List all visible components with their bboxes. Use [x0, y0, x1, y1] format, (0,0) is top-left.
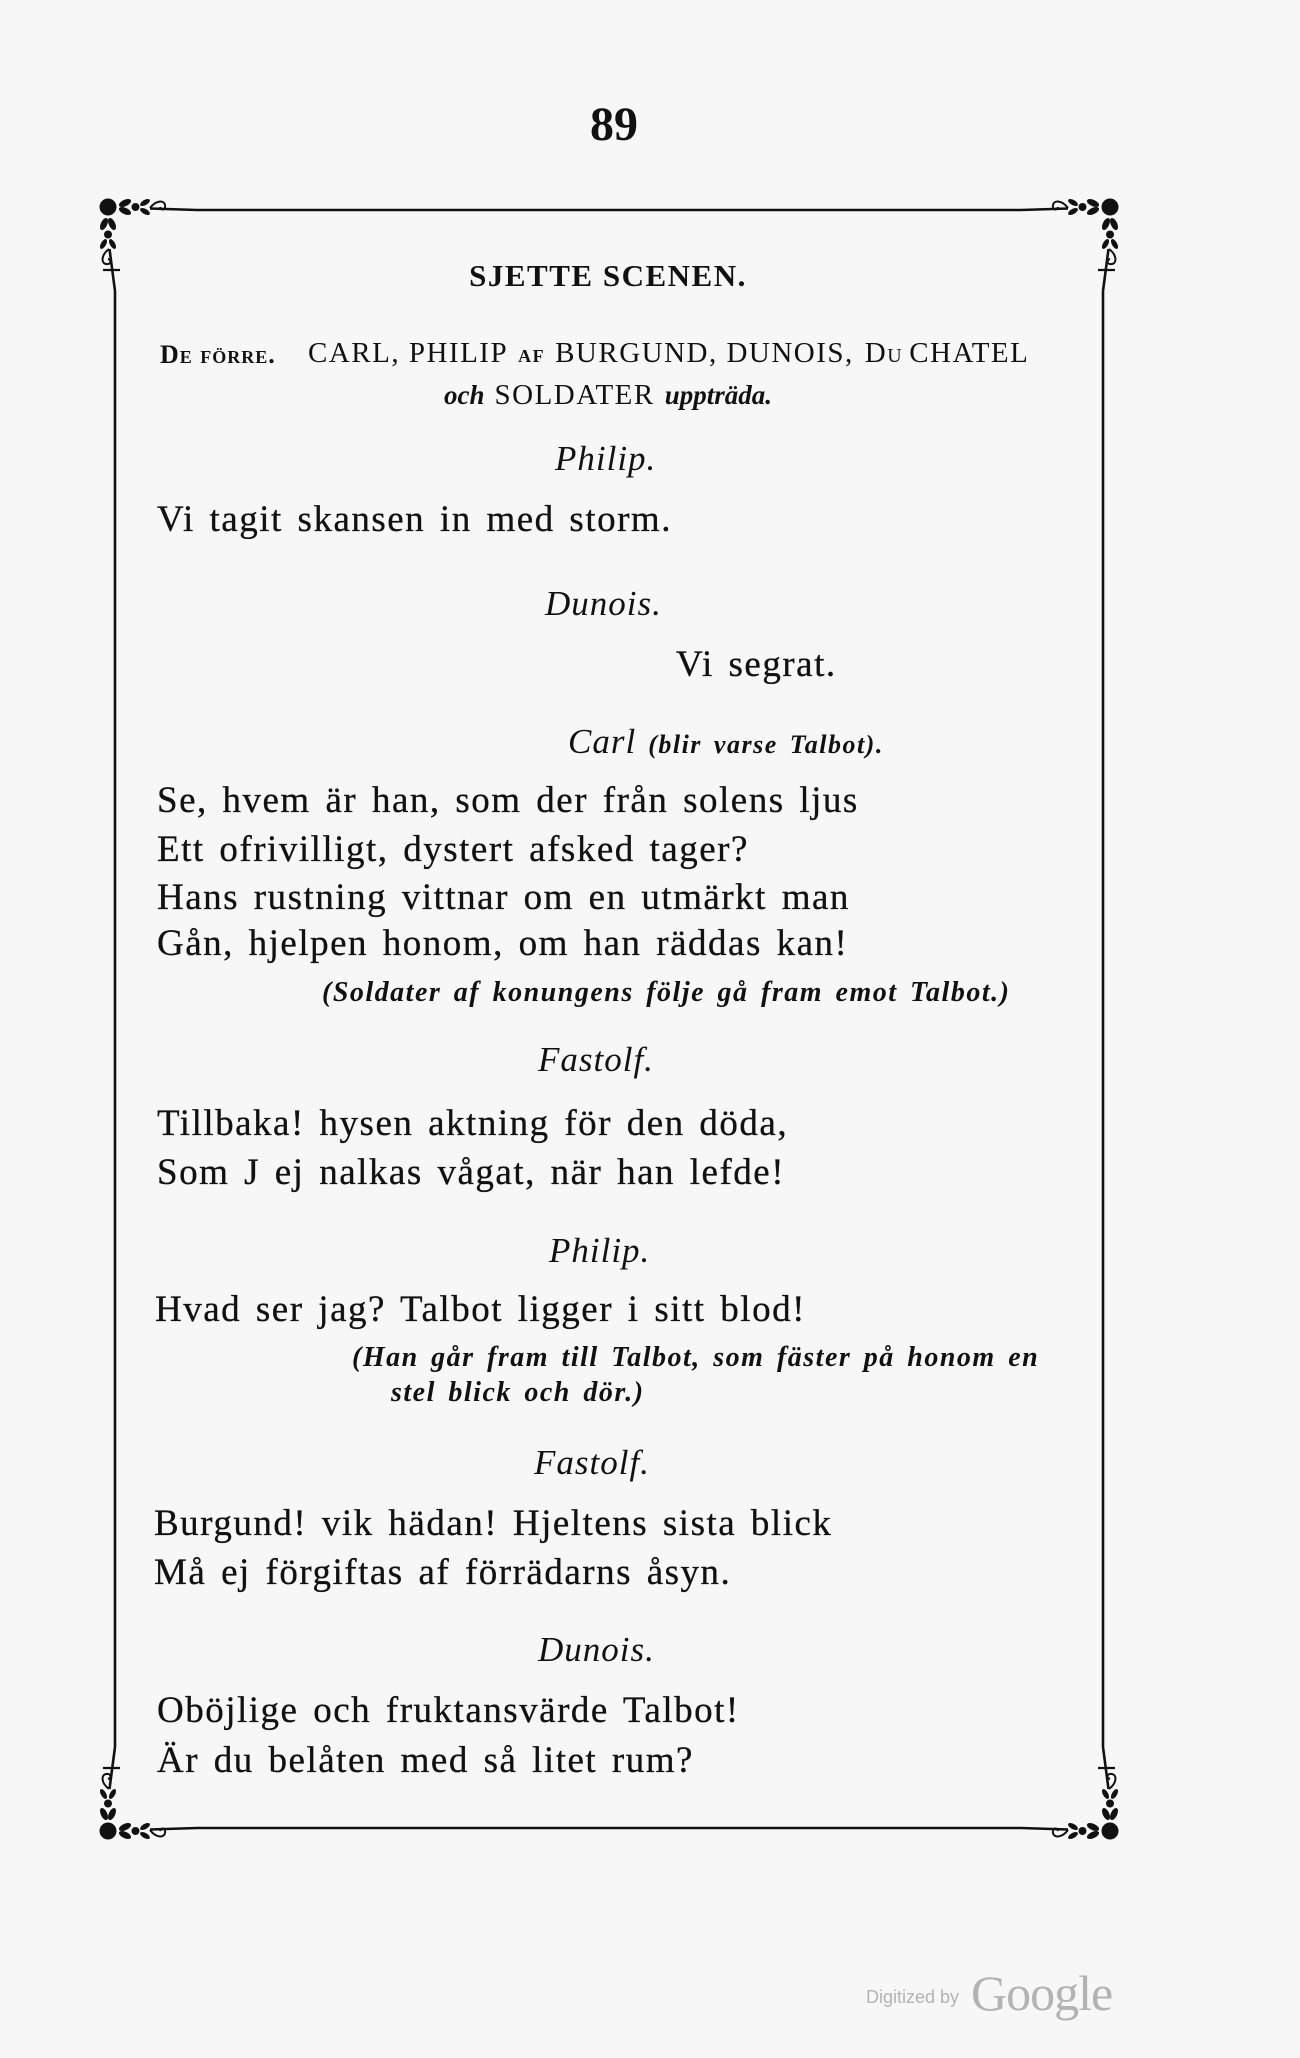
cast-af: af	[518, 339, 546, 368]
speaker-name: Dunois.	[545, 584, 662, 623]
verse-line: Hvad ser jag? Talbot ligger i sitt blod!	[155, 1289, 806, 1330]
verse-line: Oböjlige och fruktansvärde Talbot!	[157, 1690, 740, 1731]
bottom-right-ornament-icon	[1021, 1747, 1120, 1841]
stage-direction: stel blick och dör.)	[391, 1377, 645, 1408]
verse-line: Må ej förgiftas af förrädarns åsyn.	[154, 1552, 732, 1593]
verse-line: Gån, hjelpen honom, om han räddas kan!	[157, 923, 849, 964]
verse-line: Som J ej nalkas vågat, när han lefde!	[157, 1152, 786, 1193]
top-right-ornament-icon	[1021, 197, 1120, 291]
speaker-name: Fastolf.	[538, 1040, 654, 1079]
verse-line: Se, hvem är han, som der från solens ljus	[157, 780, 859, 821]
cast-du: Du	[864, 337, 904, 369]
cast-names-2: BURGUND, DUNOIS,	[555, 337, 854, 369]
top-left-ornament-icon	[98, 197, 197, 291]
cast-names-3: CHATEL	[909, 337, 1030, 369]
speaker-name: Fastolf.	[534, 1443, 650, 1482]
cast-list	[308, 339, 1029, 368]
speaker-heading	[568, 724, 884, 762]
verse-line: Hans rustning vittnar om en utmärkt man	[157, 877, 850, 918]
speaker-aside: (blir varse Talbot).	[648, 730, 884, 759]
cast-names-1: CARL, PHILIP	[308, 337, 509, 369]
speaker-name: Philip.	[549, 1231, 651, 1270]
cast-upptrada: uppträda.	[664, 380, 773, 410]
stage-direction: (Han går fram till Talbot, som fäster på honom en	[352, 1342, 1040, 1373]
cast-och: och	[443, 380, 485, 410]
speaker-name: Dunois.	[538, 1630, 655, 1669]
cast-prefix: De förre.	[160, 340, 276, 369]
cast-soldater: SOLDATER	[494, 379, 655, 411]
verse-line: Burgund! vik hädan! Hjeltens sista blick	[154, 1503, 833, 1544]
verse-line: Ett ofrivilligt, dystert afsked tager?	[157, 829, 749, 870]
page-number: 89	[590, 98, 638, 151]
digitized-by-label: Digitized by	[866, 1987, 960, 2007]
speaker-name: Philip.	[555, 439, 657, 478]
speaker-name: Carl	[568, 722, 637, 761]
cast-entrance	[444, 381, 772, 410]
stage-direction: (Soldater af konungens följe gå fram emot Talbot.)	[322, 977, 1011, 1008]
google-logo: Google	[971, 1965, 1113, 2021]
verse-line: Tillbaka! hysen aktning för den döda,	[157, 1103, 789, 1144]
scene-title: SJETTE SCENEN.	[469, 258, 747, 293]
verse-line: Vi tagit skansen in med storm.	[157, 499, 672, 540]
verse-line: Vi segrat.	[676, 644, 837, 685]
verse-line: Är du belåten med så litet rum?	[157, 1740, 694, 1781]
